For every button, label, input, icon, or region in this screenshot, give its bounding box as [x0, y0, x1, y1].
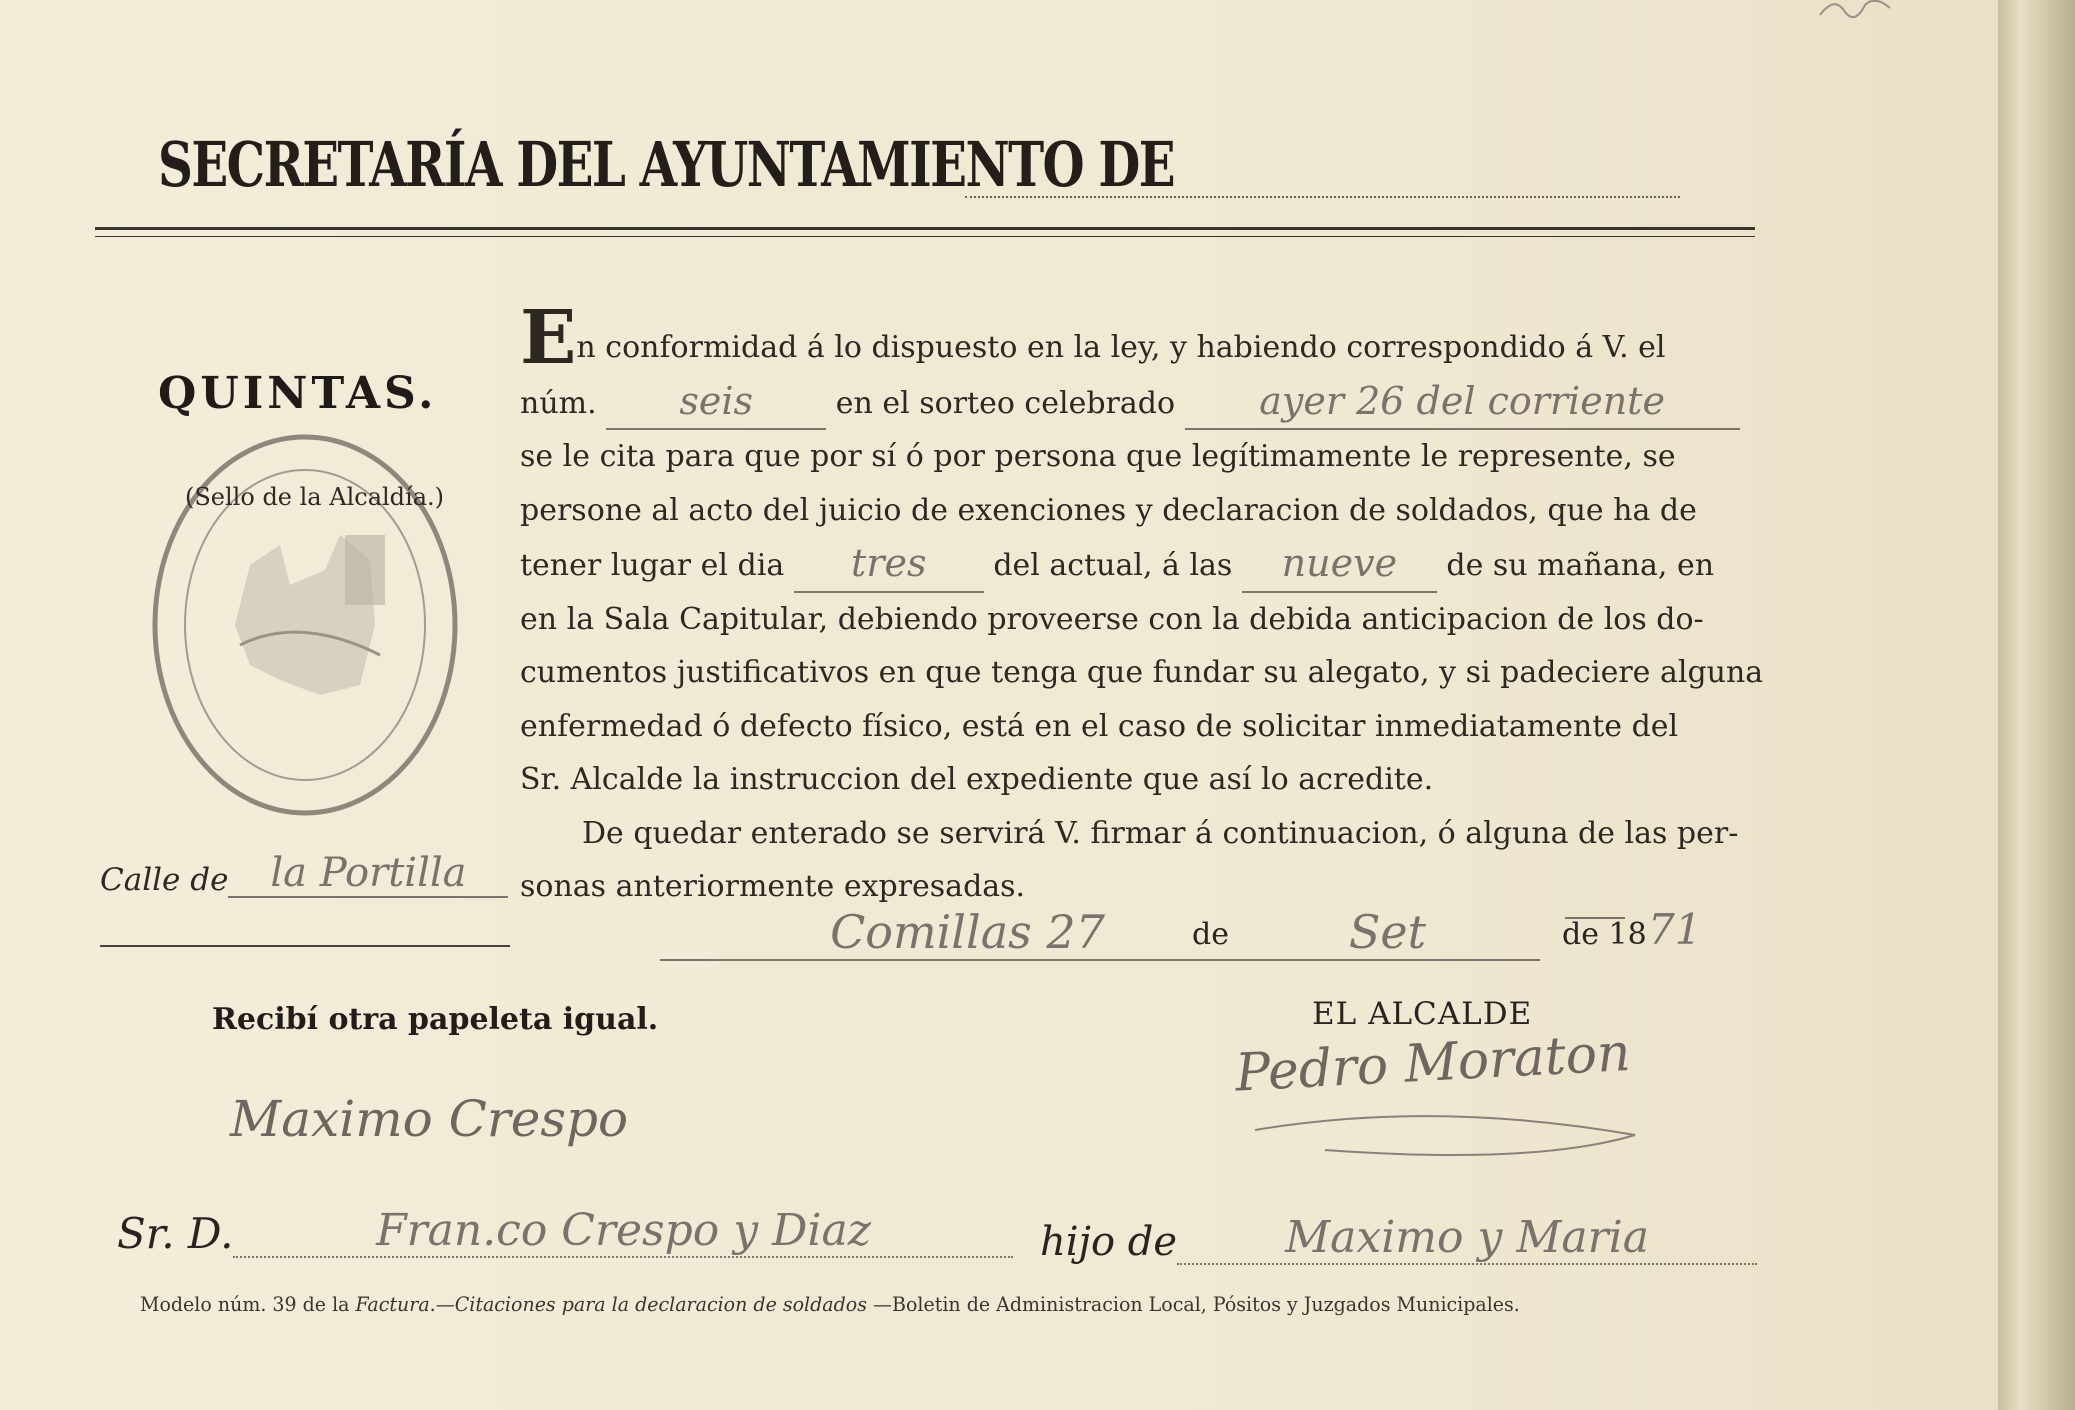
footer-boletin: —Boletin de Administracion Local, Pósitos y Juzgados Municipales.: [866, 1292, 1520, 1316]
body-text: núm.: [520, 385, 597, 421]
de-year-label: de 18: [1562, 917, 1647, 952]
body-text: n conformidad á lo dispuesto en la ley, y habiendo correspondido á V. el: [576, 330, 1666, 365]
body-line: [520, 537, 1760, 593]
header-rule: [95, 227, 1755, 230]
drop-cap: E: [520, 295, 577, 381]
body-line: [520, 484, 1760, 538]
footer-citaciones: Citaciones para la declaracion de soldados: [454, 1292, 867, 1316]
paper-edge: [1998, 0, 2075, 1410]
body-line: [520, 593, 1760, 647]
form-footer: [140, 1292, 1520, 1316]
hora-field: nueve: [1242, 537, 1437, 593]
body-line: [520, 700, 1760, 754]
body-text: de su mañana, en: [1446, 548, 1715, 583]
seal-label: (Sello de la Alcaldía.): [185, 483, 445, 511]
citation-body: [520, 295, 1764, 914]
street-value: la Portilla: [228, 850, 508, 898]
body-line: [520, 430, 1760, 484]
body-text: enfermedad ó defecto físico, está en el caso de solicitar inmediatamente del: [520, 708, 1679, 744]
header-rule-thin: [95, 236, 1755, 237]
addressee-name: Fran.co Crespo y Diaz: [233, 1205, 1013, 1258]
body-line: [520, 807, 1760, 861]
hijo-de-label: hijo de: [1040, 1219, 1178, 1265]
alcalde-signature: [1233, 1022, 1755, 1184]
street-field: [100, 850, 508, 898]
body-text: en la Sala Capitular, debiendo proveerse con la debida anticipacion de los do-: [520, 601, 1704, 637]
body-text: en el sorteo celebrado: [835, 385, 1176, 421]
alcalde-signature-text: Pedro Moraton: [1233, 1022, 1632, 1104]
left-blank-line: [100, 945, 510, 947]
footer-text: Modelo núm. 39 de la: [140, 1292, 356, 1316]
recipient-signature-text: Maximo Crespo: [230, 1090, 629, 1148]
recipient-signature: [230, 1090, 628, 1148]
month-field: Set: [1235, 905, 1540, 961]
quintas-heading: QUINTAS.: [158, 368, 438, 419]
footer-dash: —: [435, 1292, 455, 1316]
corner-pencil-mark: [1810, 0, 1900, 34]
addressee-line: [117, 1205, 1013, 1258]
sr-d-label: Sr. D.: [117, 1209, 234, 1258]
body-text: cumentos justificativos en que tenga que fundar su alegato, y si padeciere alguna: [520, 655, 1764, 690]
num-field: seis: [606, 375, 826, 431]
body-text: tener lugar el dia: [520, 548, 785, 583]
body-line: [520, 375, 1760, 431]
body-text: De quedar enterado se servirá V. firmar á continuacion, ó alguna de las per-: [582, 815, 1739, 851]
title-fill-line: [965, 196, 1680, 198]
alcalde-label: EL ALCALDE: [1312, 996, 1533, 1032]
body-line: [520, 646, 1764, 700]
year-suffix: 71: [1648, 905, 1702, 954]
body-text: del actual, á las: [993, 548, 1233, 583]
body-line: [520, 295, 1760, 381]
dia-field: tres: [794, 537, 984, 593]
body-text: se le cita para que por sí ó por persona que legítimamente le represente, se: [520, 439, 1676, 474]
parents-line: [1040, 1212, 1757, 1265]
footer-factura: Factura.: [355, 1292, 436, 1316]
de-label: de: [1192, 917, 1229, 952]
body-line: [520, 753, 1760, 807]
sorteo-date-field: ayer 26 del corriente: [1185, 375, 1740, 431]
body-text: Sr. Alcalde la instruccion del expediente que así lo acredite.: [520, 762, 1434, 797]
street-label: Calle de: [100, 862, 229, 898]
date-line: [100, 905, 1740, 975]
receipt-label: Recibí otra papeleta igual.: [212, 1002, 659, 1037]
place-day-field: Comillas 27: [660, 905, 1275, 961]
body-text: persone al acto del juicio de exenciones y declaracion de soldados, que ha de: [520, 492, 1697, 528]
parents-name: Maximo y Maria: [1177, 1212, 1757, 1265]
body-text: sonas anteriormente expresadas.: [520, 869, 1026, 904]
page-title: SECRETARÍA DEL AYUNTAMIENTO DE: [158, 128, 1175, 201]
